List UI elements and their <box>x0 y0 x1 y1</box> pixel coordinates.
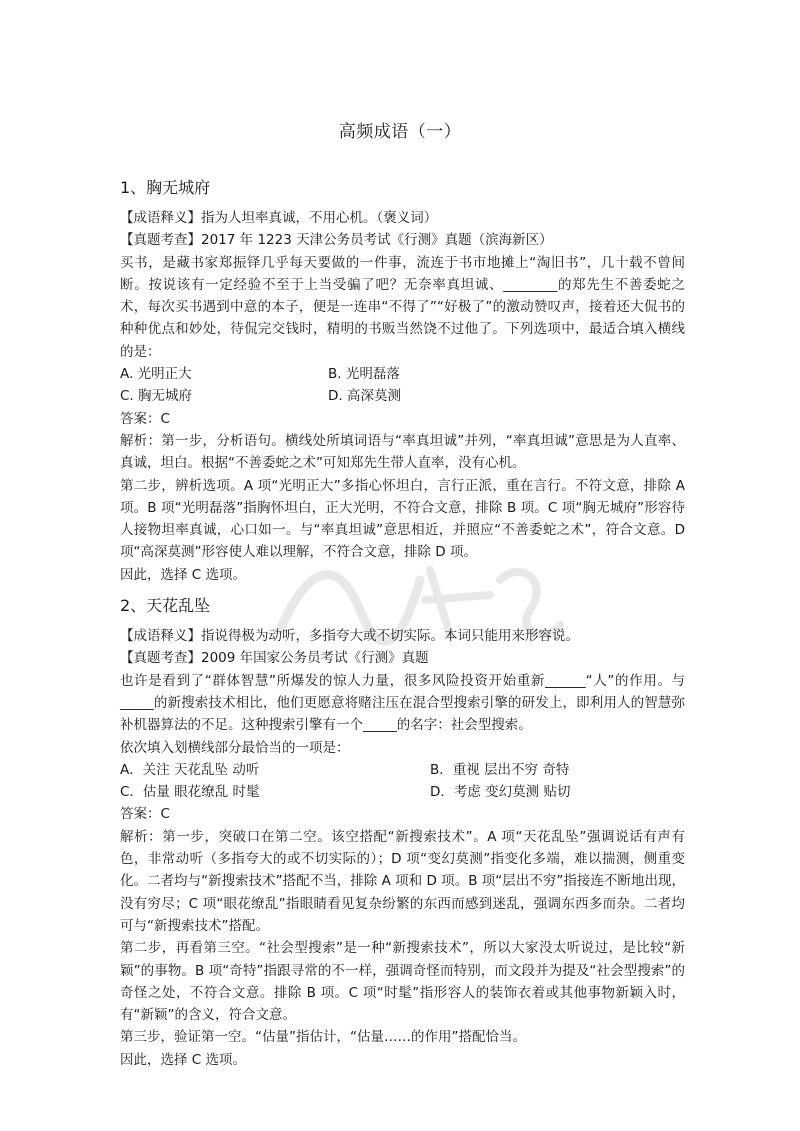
analysis-2-step3: 第三步，验证第一空。“估量”指估计，“估量……的作用”搭配恰当。 <box>120 1029 526 1046</box>
idiom-definition-1: 【成语释义】指为人坦率真诚，不用心机。（褒义词） <box>120 210 438 226</box>
answer-1: 答案：C <box>120 410 170 427</box>
idiom-definition-2: 【成语释义】指说得极为动听，多指夸大或不切实际。本词只能用来形容说。 <box>120 628 579 645</box>
option-c-2: C．估量 眼花缭乱 时髦 <box>120 784 260 801</box>
options-row-1 <box>120 363 685 385</box>
document-body <box>120 176 685 1071</box>
option-a-2: A．关注 天花乱坠 动听 <box>120 761 260 778</box>
section-heading-1: 1、胸无城府 <box>120 178 211 197</box>
question-passage-2: 也许是看到了“群体智慧”所爆发的惊人力量，很多风险投资开始重新______“人”的作用。与_____的新搜索技术相比，他们更愿意将赌注压在混合型搜索引擎的研发上，即利用人的智慧弥补机器算法的不足。这种搜索引擎有一个_____的名字：社会型搜索。 <box>120 672 685 734</box>
analysis-1-conclusion: 因此，选择 C 选项。 <box>120 566 247 583</box>
option-c: C. 胸无城府 <box>120 388 193 405</box>
option-b-2: B．重视 层出不穷 奇特 <box>430 761 570 778</box>
options-row-4 <box>120 781 685 803</box>
answer-2: 答案：C <box>120 806 170 823</box>
question-passage-1: 买书，是藏书家郑振铎几乎每天要做的一件事，流连于书市地摊上“淘旧书”，几十载不曾间断。按说该有一定经验不至于上当受骗了吧？无奈率真坦诚、________的郑先生不善委蛇之术，每次买书遇到中意的本子，便是一连串“不得了”“好极了”的激动赞叹声，接着还大侃书的种种优点和妙处，待侃完交钱时，精明的书贩当然饶不过他了。下列选项中，最适合填入横线的是： <box>120 254 685 360</box>
analysis-2-step2: 第二步，再看第三空。“社会型搜索”是一种“新搜索技术”，所以大家没太听说过，是比较“新颖”的事物。B 项“奇特”指跟寻常的不一样，强调奇怪而特别，而文段并为提及“社会型搜索”的奇怪之处，不符合文意。排除 B 项。C 项“时髦”指形容人的装饰衣着或其他事物新颖入时，有“新颖”的含义，符合文意。 <box>120 940 685 1024</box>
question-prompt-2: 依次填入划横线部分最恰当的一项是： <box>120 739 350 756</box>
options-row-3 <box>120 759 685 781</box>
section-heading-2: 2、天花乱坠 <box>120 596 211 616</box>
page-title: 高频成语（一） <box>338 122 462 142</box>
analysis-2-step1: 解析：第一步，突破口在第二空。该空搭配“新搜索技术”。A 项“天花乱坠”强调说话有声有色，非常动听（多指夸大的或不切实际的）；D 项“变幻莫测”指变化多端，难以揣测，侧重变化。二者均与“新搜索技术”搭配不当，排除 A 项和 D 项。B 项“层出不穷”指接连不断地出现，没有穷尽；C 项“眼花缭乱”指眼睛看见复杂纷繁的东西而感到迷乱，强调东西多而杂。二者均可与“新搜索技术”搭配。 <box>120 828 685 934</box>
option-d: D. 高深莫测 <box>328 388 401 405</box>
exam-source-2: 【真题考查】2009 年国家公务员考试《行测》真题 <box>120 650 429 667</box>
option-a: A. 光明正大 <box>120 366 192 383</box>
analysis-1-step1: 解析：第一步，分析语句。横线处所填词语与“率真坦诚”并列，“率真坦诚”意思是为人直率、真诚，坦白。根据“不善委蛇之术”可知郑先生带人直率，没有心机。 <box>120 432 685 472</box>
option-d-2: D．考虑 变幻莫测 贴切 <box>430 784 571 801</box>
exam-source-1: 【真题考查】2017 年 1223 天津公务员考试《行测》真题（滨海新区） <box>120 232 553 249</box>
option-b: B. 光明磊落 <box>328 366 400 383</box>
options-row-2 <box>120 385 685 407</box>
analysis-1-step2: 第二步，辨析选项。A 项“光明正大”多指心怀坦白，言行正派，重在言行。不符文意，排除 A 项。B 项“光明磊落”指胸怀坦白，正大光明，不符合文意，排除 B 项。C 项“胸无城府”形容待人接物坦率真诚，心口如一。与“率真坦诚”意思相近，并照应“不善委蛇之术”，符合文意。D 项“高深莫测”形容使人难以理解，不符合文意，排除 D 项。 <box>120 477 685 561</box>
analysis-2-conclusion: 因此，选择 C 选项。 <box>120 1051 247 1068</box>
